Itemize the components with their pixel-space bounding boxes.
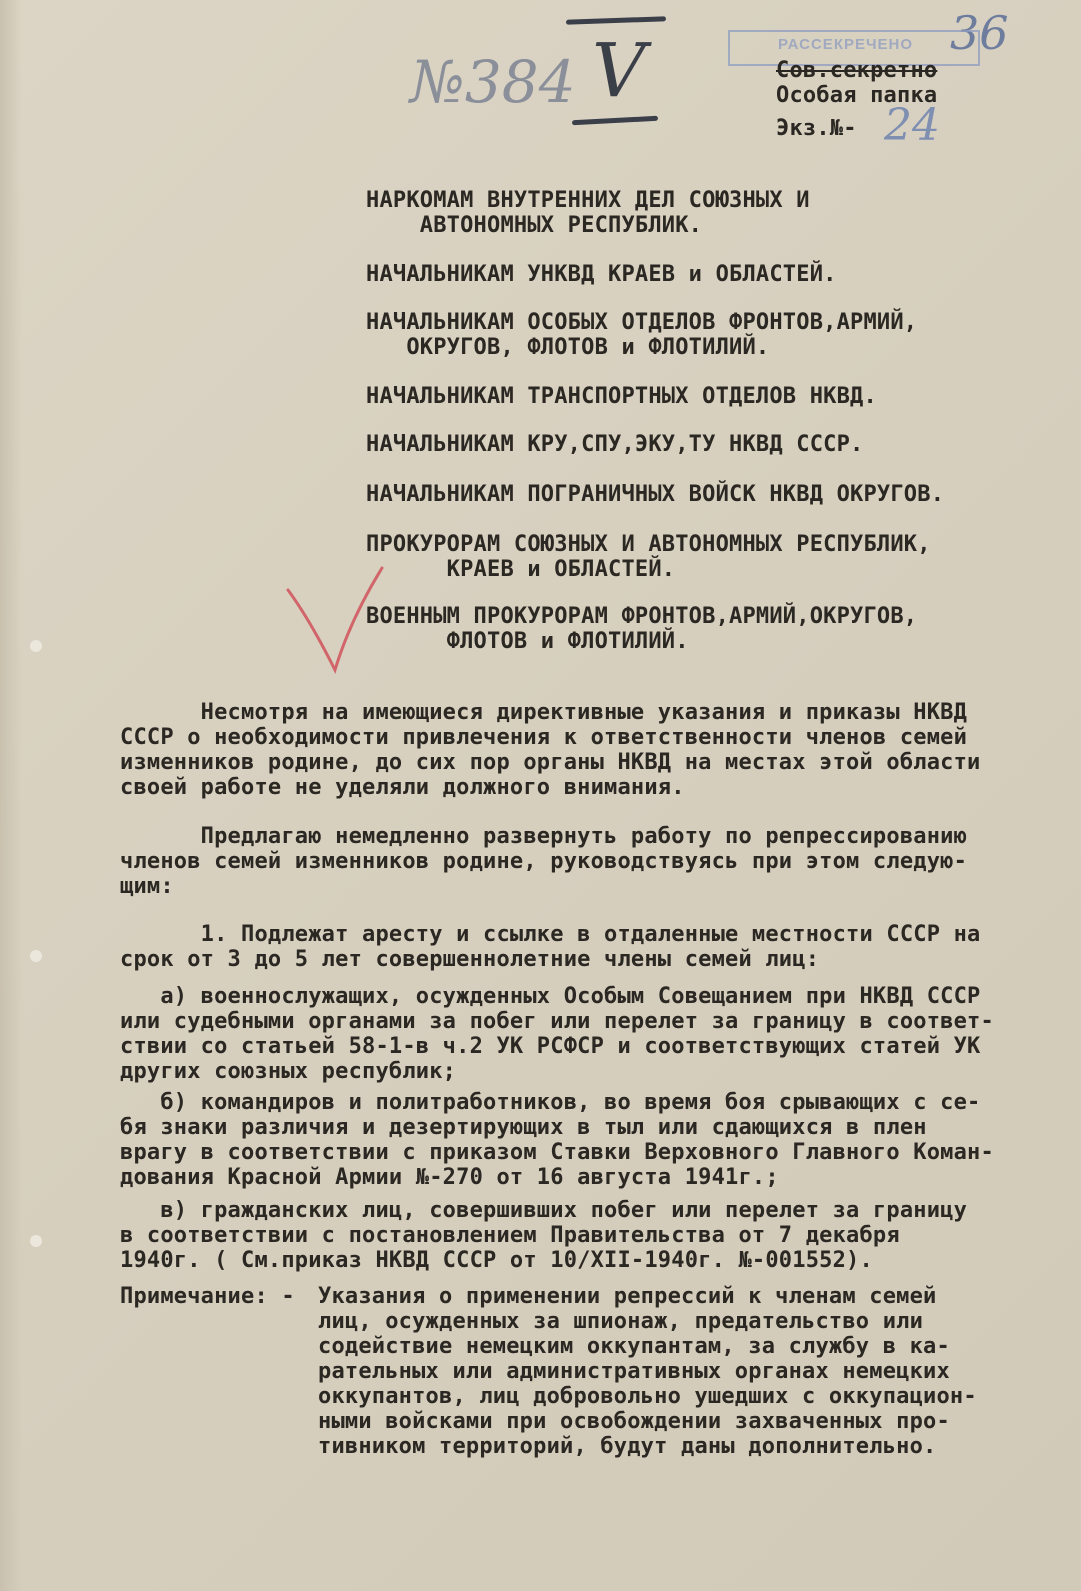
body-line: ными войсками при освобождении захваченных про- — [318, 1409, 950, 1434]
body-line: Несмотря на имеющиеся директивные указания и приказы НКВД — [120, 700, 968, 725]
body-line: в) гражданских лиц, совершивших побег или перелет за границу — [120, 1198, 968, 1223]
addressee-line: НАРКОМАМ ВНУТРЕННИХ ДЕЛ СОЮЗНЫХ И — [366, 188, 810, 213]
body-line: или судебными органами за побег или перелет за границу в соответ- — [120, 1009, 994, 1034]
body-line: тивником территорий, будут даны дополнительно. — [318, 1434, 937, 1459]
body-line: Указания о применении репрессий к членам семей — [318, 1284, 937, 1309]
handwritten-page-number: 36 — [950, 6, 1009, 60]
note-label: Примечание: - — [120, 1284, 295, 1309]
item-v-paragraph — [120, 1198, 967, 1273]
body-line: оккупантов, лиц добровольно ушедших с оккупацион- — [318, 1384, 977, 1409]
note-paragraph — [318, 1284, 977, 1459]
body-line: изменников родине, до сих пор органы НКВД на местах этой области — [120, 750, 981, 775]
addressee-group — [366, 482, 944, 507]
body-line: 1. Подлежат аресту и ссылке в отдаленные местности СССР на — [120, 922, 981, 947]
addressee-group — [366, 262, 837, 287]
addressee-group — [366, 432, 863, 457]
body-line: содействие немецким оккупантам, за службу в ка- — [318, 1334, 950, 1359]
addressee-line: ОКРУГОВ, ФЛОТОВ и ФЛОТИЛИЙ. — [366, 335, 770, 360]
propose-paragraph — [120, 824, 967, 899]
item-1-paragraph — [120, 922, 981, 972]
addressee-line: ФЛОТОВ и ФЛОТИЛИЙ. — [366, 629, 689, 654]
body-line: рательных или административных органах немецких — [318, 1359, 950, 1384]
body-line: Предлагаю немедленно развернуть работу по репрессированию — [120, 824, 968, 849]
body-line: в соответствии с постановлением Правительства от 7 декабря — [120, 1223, 900, 1248]
handwritten-copy-number: 24 — [884, 100, 940, 151]
punch-hole — [30, 640, 42, 652]
body-line: СССР о необходимости привлечения к ответственности членов семей — [120, 725, 968, 750]
body-line: а) военнослужащих, осужденных Особым Совещанием при НКВД СССР — [120, 984, 981, 1009]
declassified-stamp: РАССЕКРЕЧЕНО — [728, 30, 980, 66]
classification-line: Сов.секретно — [776, 58, 938, 83]
addressee-line: НАЧАЛЬНИКАМ УНКВД КРАЕВ и ОБЛАСТЕЙ. — [366, 262, 837, 287]
paper-edge — [0, 0, 22, 1591]
body-line: бя знаки различия и дезертирующих в тыл или сдающихся в плен — [120, 1115, 927, 1140]
red-checkmark-icon — [280, 560, 390, 680]
punch-hole — [30, 950, 42, 962]
item-b-paragraph — [120, 1090, 994, 1190]
body-line: ствии со статьей 58-1-в ч.2 УК РСФСР и соответствующих статей УК — [120, 1034, 981, 1059]
note-label-block — [120, 1284, 295, 1309]
addressee-group — [366, 310, 917, 360]
body-line: других союзных республик; — [120, 1059, 457, 1084]
addressee-line: АВТОНОМНЫХ РЕСПУБЛИК. — [366, 213, 703, 238]
punch-hole — [30, 1235, 42, 1247]
roman-numeral-bottom-stroke — [572, 116, 658, 125]
handwritten-roman-numeral: V — [592, 28, 646, 114]
handwritten-number: №384 — [410, 48, 576, 116]
body-line: дования Красной Армии №-270 от 16 августа 1941г.; — [120, 1165, 779, 1190]
body-line: щим: — [120, 874, 174, 899]
addressee-line: ВОЕННЫМ ПРОКУРОРАМ ФРОНТОВ,АРМИЙ,ОКРУГОВ, — [366, 604, 918, 629]
addressee-line: КРАЕВ и ОБЛАСТЕЙ. — [366, 557, 676, 582]
addressee-group — [366, 188, 810, 238]
addressee-line: ПРОКУРОРАМ СОЮЗНЫХ И АВТОНОМНЫХ РЕСПУБЛИК, — [366, 532, 931, 557]
addressee-line: НАЧАЛЬНИКАМ ТРАНСПОРТНЫХ ОТДЕЛОВ НКВД. — [366, 384, 877, 409]
body-line: срок от 3 до 5 лет совершеннолетние члены семей лиц: — [120, 947, 820, 972]
body-line: б) командиров и политработников, во время боя срывающих с се- — [120, 1090, 981, 1115]
addressee-group — [366, 532, 931, 582]
addressee-group — [366, 384, 877, 409]
roman-numeral-top-stroke — [566, 16, 666, 24]
classification-line: Особая папка — [776, 83, 938, 108]
body-line: врагу в соответствии с приказом Ставки Верховного Главного Коман- — [120, 1140, 994, 1165]
addressee-line: НАЧАЛЬНИКАМ ПОГРАНИЧНЫХ ВОЙСК НКВД ОКРУГОВ. — [366, 482, 945, 507]
intro-paragraph — [120, 700, 981, 800]
body-line: 1940г. ( См.приказ НКВД СССР от 10/XII-1940г. №-001552). — [120, 1248, 873, 1273]
classification-line: Экз.№- — [776, 116, 857, 141]
body-line: своей работе не уделяли должного внимания. — [120, 775, 685, 800]
addressee-line: НАЧАЛЬНИКАМ КРУ,СПУ,ЭКУ,ТУ НКВД СССР. — [366, 432, 864, 457]
body-line: членов семей изменников родине, руководствуясь при этом следую- — [120, 849, 968, 874]
addressee-line: НАЧАЛЬНИКАМ ОСОБЫХ ОТДЕЛОВ ФРОНТОВ,АРМИЙ, — [366, 310, 918, 335]
classification-block — [776, 58, 937, 141]
item-a-paragraph — [120, 984, 994, 1084]
addressee-group — [366, 604, 917, 654]
body-line: лиц, осужденных за шпионаж, предательство или — [318, 1309, 924, 1334]
